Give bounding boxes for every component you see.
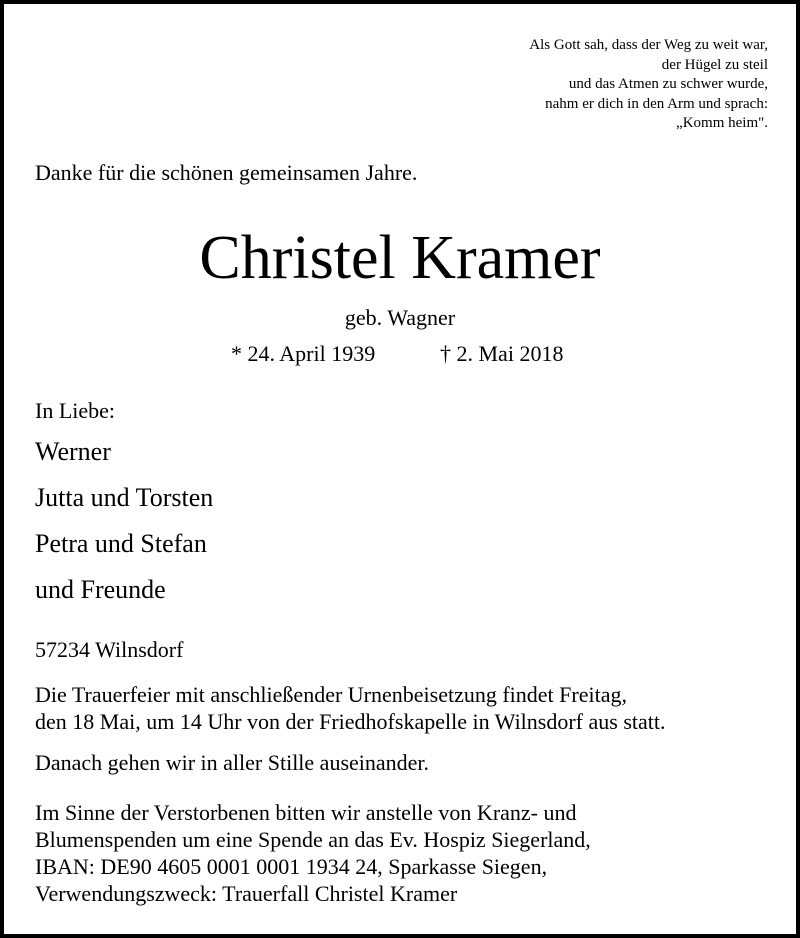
mourner-name: Jutta und Torsten <box>35 483 214 512</box>
poem-line: Als Gott sah, dass der Weg zu weit war, <box>529 37 768 53</box>
afterwards-note: Danach gehen wir in aller Stille auseinander. <box>35 750 430 775</box>
donation-request <box>35 799 591 907</box>
thanks-line: Danke für die schönen gemeinsamen Jahre. <box>35 160 418 185</box>
mourners-intro: In Liebe: <box>35 398 116 423</box>
maiden-name: geb. Wagner <box>344 305 456 330</box>
donation-line: IBAN: DE90 4605 0001 0001 1934 24, Sparkasse Siegen, <box>35 854 548 879</box>
donation-line: Im Sinne der Verstorbenen bitten wir anstelle von Kranz- und <box>35 800 577 825</box>
deceased-name: Christel Kramer <box>199 224 601 292</box>
birth-date: * 24. April 1939 <box>231 341 376 366</box>
mourner-name: Petra und Stefan <box>35 529 207 558</box>
poem-verse <box>529 36 768 134</box>
poem-line: „Komm heim". <box>676 115 768 131</box>
service-line: den 18 Mai, um 14 Uhr von der Friedhofskapelle in Wilnsdorf aus statt. <box>35 709 666 734</box>
service-info <box>35 681 666 735</box>
death-date: † 2. Mai 2018 <box>440 341 564 366</box>
mourner-name: Werner <box>35 437 111 466</box>
poem-line: der Hügel zu steil <box>661 56 768 73</box>
mourner-name: und Freunde <box>35 575 166 604</box>
service-line: Die Trauerfeier mit anschließender Urnenbeisetzung findet Freitag, <box>35 682 627 707</box>
donation-line: Verwendungszweck: Trauerfall Christel Kramer <box>35 881 458 906</box>
donation-line: Blumenspenden um eine Spende an das Ev. Hospiz Siegerland, <box>35 827 591 852</box>
poem-line: und das Atmen zu schwer wurde, <box>568 76 768 92</box>
place: 57234 Wilnsdorf <box>35 637 184 662</box>
poem-line: nahm er dich in den Arm und sprach: <box>545 95 768 112</box>
